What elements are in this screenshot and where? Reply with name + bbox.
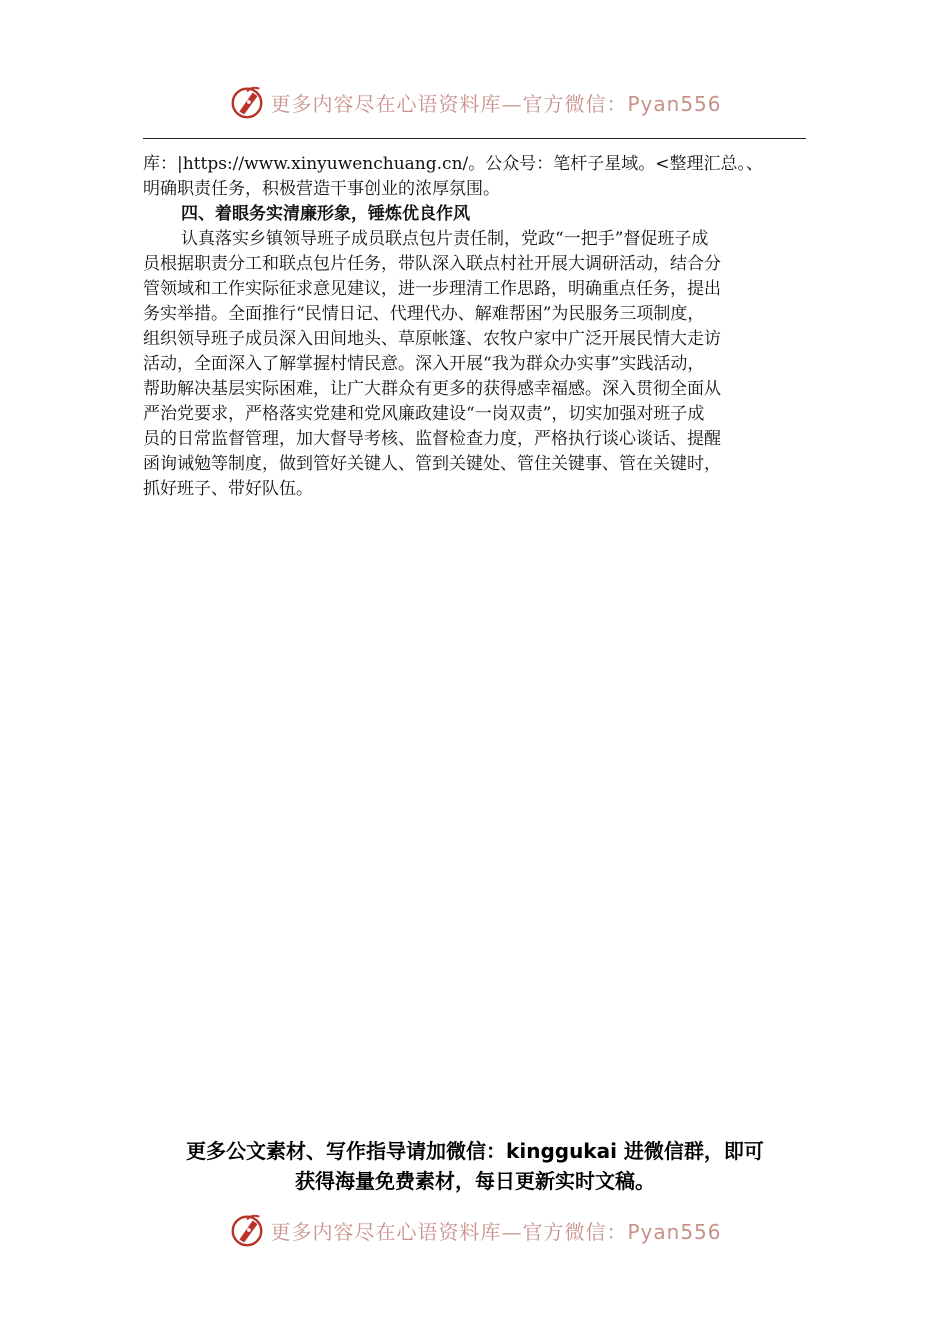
paragraph-line: 员根据职责分工和联点包片任务，带队深入联点村社开展大调研活动，结合分 — [143, 254, 721, 274]
paragraph-line: 认真落实乡镇领导班子成员联点包片责任制，党政“一把手”督促班子成 — [181, 229, 709, 249]
footer-promo-line-2: 获得海量免费素材，每日更新实时文稿。 — [295, 1169, 655, 1193]
section-heading: 四、着眼务实清廉形象，锤炼优良作风 — [181, 204, 470, 224]
paragraph-line: 抓好班子、带好队伍。 — [143, 479, 313, 499]
pen-nib-logo-icon — [228, 1211, 266, 1249]
paragraph-line: 严治党要求，严格落实党建和党风廉政建设“一岗双责”，切实加强对班子成 — [143, 404, 705, 424]
footer-promo-line-1: 更多公文素材、写作指导请加微信：kinggukai 进微信群，即可 — [186, 1139, 764, 1163]
paragraph-line: 管领域和工作实际征求意见建议，进一步理清工作思路，明确重点任务，提出 — [143, 279, 721, 299]
footer-banner-text — [270, 1216, 721, 1245]
paragraph-line: 组织领导班子成员深入田间地头、草原帐篷、农牧户家中广泛开展民情大走访 — [143, 329, 721, 349]
header-banner-label: 更多内容尽在心语资料库—官方微信： — [270, 91, 628, 116]
body-line: 库：|https://www.xinyuwenchuang.cn/。公众号：笔杆子星域。<整理汇总。、 — [143, 154, 763, 174]
document-body — [143, 152, 811, 502]
paragraph-line: 活动，全面深入了解掌握村情民意。深入开展“我为群众办实事”实践活动， — [143, 354, 705, 374]
paragraph-line: 函询诫勉等制度，做到管好关键人、管到关键处、管住关键事、管在关键时， — [143, 454, 721, 474]
footer-banner-label: 更多内容尽在心语资料库—官方微信： — [270, 1219, 628, 1244]
paragraph-line: 务实举措。全面推行“民情日记、代理代办、解难帮困”为民服务三项制度， — [143, 304, 705, 324]
header-divider — [143, 138, 806, 139]
paragraph-line: 员的日常监督管理，加大督导考核、监督检查力度，严格执行谈心谈话、提醒 — [143, 429, 721, 449]
header-banner-text — [270, 88, 721, 117]
pen-nib-logo-icon — [228, 83, 266, 121]
body-line: 明确职责任务，积极营造干事创业的浓厚氛围。 — [143, 179, 500, 199]
footer-banner — [0, 1208, 950, 1252]
header-banner-handle: Pyan556 — [627, 91, 722, 116]
footer-banner-inner — [228, 1211, 721, 1249]
header-banner — [0, 80, 950, 124]
footer-banner-handle: Pyan556 — [627, 1219, 722, 1244]
paragraph-line: 帮助解决基层实际困难，让广大群众有更多的获得感幸福感。深入贯彻全面从 — [143, 379, 721, 399]
header-banner-inner — [228, 83, 721, 121]
